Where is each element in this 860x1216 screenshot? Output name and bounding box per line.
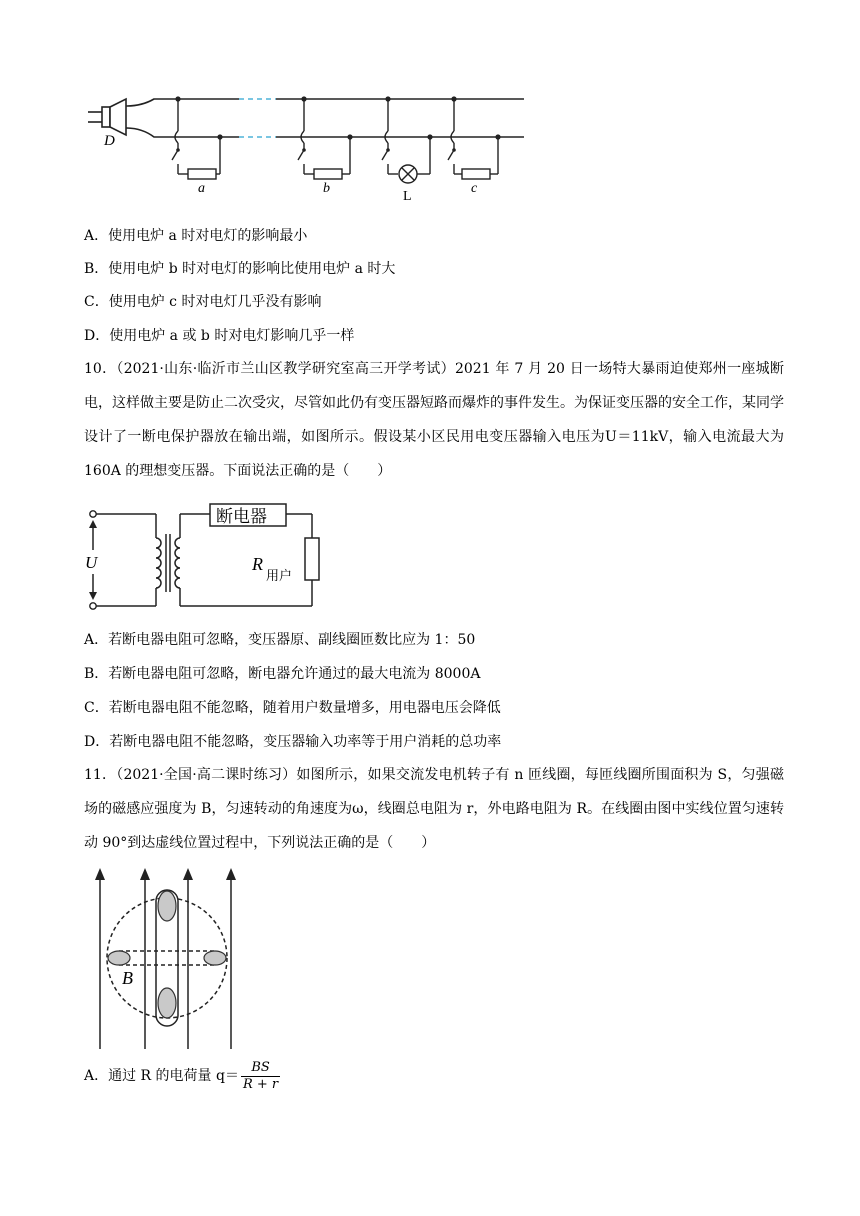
q10-option-c: C．若断电器电阻不能忽略，随着用户数量增多，用电器电压会降低 — [84, 700, 501, 716]
heater-b-label: b — [323, 181, 330, 196]
voltage-label: U — [85, 553, 98, 572]
magnetic-field-label: B — [122, 968, 133, 988]
fraction-numerator: BS — [251, 1059, 270, 1075]
plug-label: D — [104, 133, 115, 149]
q10-stem: 10．（2021·山东·临沂市兰山区教学研究室高三开学考试）2021 年 7 月 20 日一场特大暴雨迫使郑州一座城断电，这样做主要是防止二次受灾，尽管如此仍有变压器短路而爆炸的事件发生。为保证变压器的安全工作，某同学设计了一断电保护器放在输出端，如图所示。假设某小区民用电变压器输入电压为U＝11kV，输入电流最大为 160A 的理想变压器。下面说法正确的是（ ） — [84, 361, 784, 479]
heater-a-label: a — [198, 181, 205, 196]
circuit-diagram-household — [84, 84, 534, 209]
fraction-denominator: R + r — [242, 1076, 279, 1092]
charge-fraction — [241, 1060, 280, 1093]
q9-option-b: B．使用电炉 b 时对电灯的影响比使用电炉 a 时大 — [84, 261, 396, 277]
heater-c-label: c — [471, 181, 478, 196]
lamp-label: L — [403, 189, 412, 204]
load-resistor-subscript: 用户 — [266, 568, 293, 583]
q10-option-b: B．若断电器电阻可忽略，断电器允许通过的最大电流为 8000A — [84, 666, 481, 682]
q9-option-d: D．使用电炉 a 或 b 时对电灯影响几乎一样 — [84, 328, 355, 344]
q10-option-a: A．若断电器电阻可忽略，变压器原、副线圈匝数比应为 1：50 — [84, 632, 476, 648]
q11-option-a — [84, 1058, 280, 1094]
generator-coil-diagram — [84, 864, 254, 1054]
load-resistor-label: R — [252, 554, 263, 574]
breaker-label: 断电器 — [216, 507, 267, 526]
q11-stem: 11．（2021·全国·高二课时练习）如图所示，如果交流发电机转子有 n 匝线圈，每匝线圈所围面积为 S，匀强磁场的磁感应强度为 B，匀速转动的角速度为ω，线圈总电阻为 r，外电路电阻为 R。在线圈由图中实线位置匀速转动 90°到达虚线位置过程中，下列说法正确的是（ ） — [84, 767, 784, 851]
q10-option-d: D．若断电器电阻不能忽略，变压器输入功率等于用户消耗的总功率 — [84, 734, 502, 750]
q9-option-c: C．使用电炉 c 时对电灯几乎没有影响 — [84, 294, 322, 310]
q11-option-a-text: A．通过 R 的电荷量 q＝ — [84, 1068, 239, 1084]
circuit-diagram-transformer — [84, 498, 334, 614]
q9-option-a: A．使用电炉 a 时对电灯的影响最小 — [84, 228, 308, 244]
